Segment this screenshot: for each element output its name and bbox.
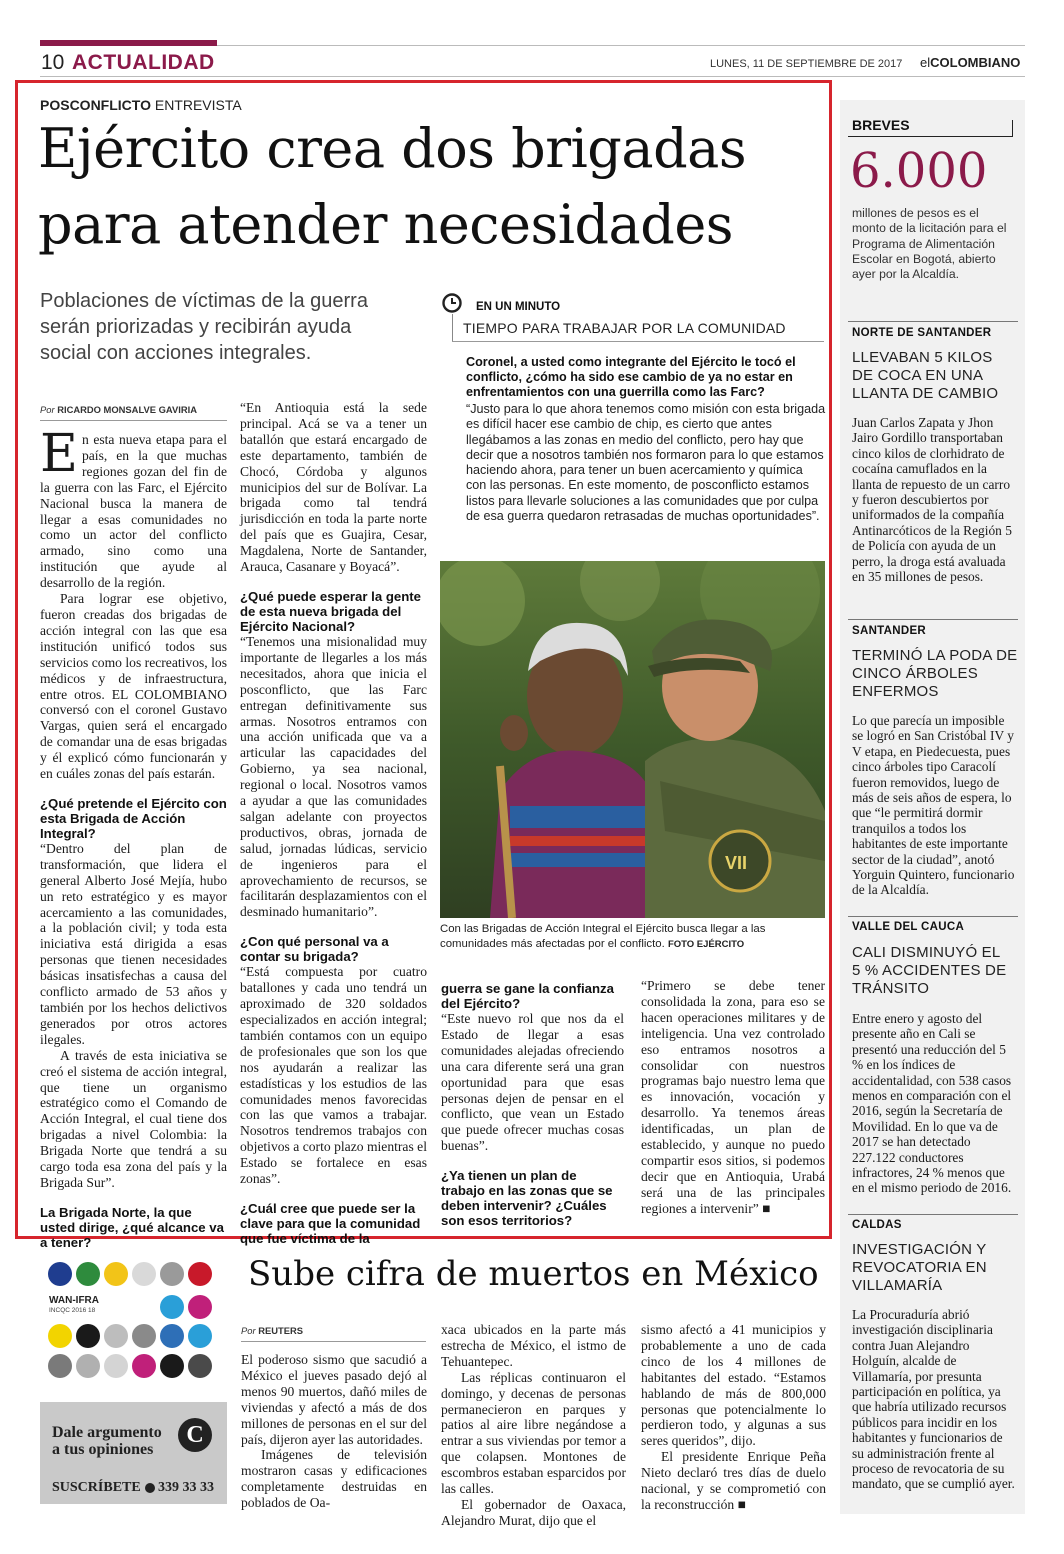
minute-title: TIEMPO PARA TRABAJAR POR LA COMUNIDAD bbox=[463, 320, 786, 336]
mexico-col3-p1: sismo afectó a 41 municipios y probablemente a uno de cada cinco de los 4 millones de habitantes del estado. “Estamos hablando de más de 800,000 personas que potencialmente lo perdieron todo, y algunas a sus seres queridos”, dijo. bbox=[641, 1322, 826, 1449]
mexico-headline: Sube cifra de muertos en México bbox=[248, 1254, 819, 1294]
color-swatch bbox=[160, 1262, 184, 1286]
col1-p1: n esta nueva etapa para el país, en la que muchas regiones gozan del fin de la guerra con las Farc, el Ejército Nacional busca la manera de llegar a esas comunidades no como un actor del conflicto armado, sino como una institución que ayude al desarrollo de la región. bbox=[40, 432, 227, 591]
color-test-bar bbox=[48, 1262, 218, 1392]
mexico-byline-rule bbox=[241, 1341, 426, 1342]
mexico-byline bbox=[241, 1325, 303, 1336]
breve-3-region: VALLE DEL CAUCA bbox=[852, 921, 965, 933]
photo-caption bbox=[440, 922, 826, 952]
header-thin-rule bbox=[217, 45, 1025, 46]
breve-1-body: Juan Carlos Zapata y Jhon Jairo Gordillo transportaban cinco kilos de clorhidrato de cocaína camuflados en la llanta de repuesto de un carro y fueron descubiertos por uniformados de la compañía Antinarcóticos de la Región 5 de Policía con ayuda de un perro, la droga está avaluada en 35 millones de pesos. bbox=[852, 415, 1012, 585]
color-swatch bbox=[76, 1354, 100, 1378]
breve-3-title: CALI DISMINUYÓ EL 5 % ACCIDENTES DE TRÁNSITO bbox=[852, 944, 1007, 997]
col1-p4: A través de esta iniciativa se creó el sistema de acción integral, que tiene un organismo estratégico como el Comando de Acción Integral, el cual tiene dos brigadas a nivel Colombia: la Brigada Norte que tendrá a su cargo toda esa zona del país y la Brigada Sur”. bbox=[40, 1047, 227, 1190]
photo-credit: FOTO EJÉRCITO bbox=[667, 938, 745, 950]
headline-line-2: para atender necesidades bbox=[38, 193, 733, 256]
color-swatch bbox=[160, 1354, 184, 1378]
col2-question-1: ¿Qué puede esperar la gente de esta nueva brigada del Ejército Nacional? bbox=[240, 588, 422, 634]
mexico-col1-p1: El poderoso sismo que sacudió a México el jueves pasado dejó al menos 90 muertos, dañó miles de viviendas y afectó a más de dos millones de personas en el sur del país, dijeron ayer las autoridades. bbox=[241, 1352, 427, 1447]
col1-question-1: ¿Qué pretende el Ejército con esta Brigada de Acción Integral? bbox=[40, 795, 227, 841]
mexico-col2-p1: xaca ubicados en la parte más estrecha de México, el istmo de Tehuantepec. bbox=[441, 1322, 626, 1369]
article-column-3 bbox=[441, 981, 624, 1228]
mexico-col1-p2: Imágenes de televisión mostraron casas y edificaciones completamente destruidas en poblados de Oa- bbox=[241, 1447, 427, 1511]
article-photo bbox=[440, 561, 825, 918]
mexico-column-2 bbox=[441, 1322, 626, 1529]
color-swatch bbox=[188, 1295, 212, 1319]
kicker-bold: POSCONFLICTO bbox=[40, 97, 151, 113]
breve-1-title: LLEVABAN 5 KILOS DE COCA EN UNA LLANTA DE CAMBIO bbox=[852, 349, 999, 402]
color-swatch bbox=[76, 1324, 100, 1348]
mexico-byline-por: Por bbox=[241, 1325, 256, 1336]
article-column-4 bbox=[641, 978, 825, 1217]
brand-name: COLOMBIANO bbox=[930, 55, 1021, 70]
breve-2-title: TERMINÓ LA PODA DE CINCO ÁRBOLES ENFERMOS bbox=[852, 647, 1018, 700]
col2-p3: “Está compuesta por cuatro batallones y cada uno tendrá un aproximado de 320 soldados especializados en acción integral; también contamos con un equipo de profesionales que son los que nos ayudarán a realizar las estadísticas y los estudios de las comunidades menos favorecidas con las que vamos a trabajar. Nosotros tendremos trabajos con objetivos a corto plazo mientras el Estado se fortalece en esas zonas”. bbox=[240, 964, 427, 1187]
mexico-column-3 bbox=[641, 1322, 826, 1513]
color-swatch bbox=[188, 1324, 212, 1348]
article-column-2 bbox=[240, 400, 427, 1246]
photo-badge: VII bbox=[725, 853, 748, 873]
minute-answer: “Justo para lo que ahora tenemos como misión con esta brigada es difícil hacer ese cambio de chip, es cierto que antes llegábamos a las zonas en medio del conflicto, pero hay que decir que a nosotros también nos formaron para lo que estamos haciendo ahora, para tener un buen acercamiento y química con las personas. En este momento, de posconflicto estamos listos para llevarle soluciones a las comunidades que por culpa de esa guerra quedaron retrasadas de muchas oportunidades”. bbox=[466, 402, 826, 524]
headline-line-1: Ejército crea dos brigadas bbox=[38, 117, 747, 180]
ad-logo-icon: C bbox=[178, 1418, 212, 1452]
breves-big-number: 6.000 bbox=[850, 143, 988, 199]
col4-p1: “Primero se debe tener consolidada la zona, para eso se hacen operaciones militares y de inteligencia. Una vez controlado eso entramos nosotros a consolidar con nuestros programas bajo nuestro lema que es innovación, vocación y desarrollo. Ya tenemos áreas identificadas, un plan de establecido, y aunque no puedo compartir esos sitios, si podemos decir que en Antioquia, Urabá será una de las principales regiones a intervenir” bbox=[641, 978, 825, 1216]
breve-2-region: SANTANDER bbox=[852, 625, 927, 637]
section-name: ACTUALIDAD bbox=[72, 51, 215, 74]
col2-p1: “En Antioquia está la sede principal. Acá se va a tener un batallón que estará encargado de este departamento, también de Chocó, Córdoba y algunos municipios del sur de Bolívar. La brigada como tal tendrá jurisdicción en toda la parte norte del país que es Guajira, Cesar, Magdalena, Norte de Santander, Arauca, Casanare y Boyacá”. bbox=[240, 400, 427, 575]
col3-question-1: guerra se gane la confianza del Ejército? bbox=[441, 981, 614, 1011]
kicker bbox=[40, 97, 242, 113]
color-swatch bbox=[160, 1324, 184, 1348]
color-swatch bbox=[160, 1295, 184, 1319]
subtitle-line-1: Poblaciones de víctimas de la guerra bbox=[40, 290, 368, 312]
byline bbox=[40, 404, 197, 415]
col1-p2: Para lograr ese objetivo, fueron creadas dos brigadas de acción integral con las que esa institución unificó todos sus servicios como los recreativos, los médicos y de infraestructura, entre otros. EL COLOMBIANO conversó con el coronel Gustavo Vargas, quien será el encargado de comandar una de esas brigadas y él explicó cómo funcionarán y en cuáles zonas del país estarán. bbox=[40, 591, 227, 782]
clock-icon bbox=[442, 293, 462, 313]
breve-2-body: Lo que parecía un imposible se logró en San Cristóbal IV y V etapa, en Piedecuesta, pues cinco árboles tipo Caracolí fueron removidos, luego de más de seis años de espera, lo que “le permitirá dormir tranquilos a todos los habitantes de este importante sector de la ciudad”, anotó Yorguin Quintero, funcionario de la Alcaldía. bbox=[852, 713, 1015, 898]
article-column-1 bbox=[40, 424, 227, 1250]
minute-rule bbox=[452, 341, 824, 342]
breve-2-rule bbox=[848, 619, 1018, 620]
breves-rule bbox=[848, 136, 1013, 137]
breves-rule-tick bbox=[1012, 120, 1013, 137]
ad-cta[interactable]: SUSCRÍBETE bbox=[52, 1480, 141, 1495]
breves-big-text: millones de pesos es el monto de la licitación para el Programa de Alimentación Escolar en Bogotá, abierto ayer por la Alcaldía. bbox=[852, 206, 1007, 282]
ad-line-1: Dale argumento bbox=[52, 1424, 162, 1441]
phone-icon bbox=[145, 1483, 155, 1493]
subtitle bbox=[40, 288, 368, 366]
color-swatch bbox=[104, 1262, 128, 1286]
breve-4-region: CALDAS bbox=[852, 1219, 902, 1231]
color-swatch bbox=[132, 1262, 156, 1286]
end-mark: ■ bbox=[762, 1200, 771, 1216]
byline-author: RICARDO MONSALVE GAVIRIA bbox=[57, 404, 197, 415]
col2-question-2: ¿Con qué personal va a contar su brigada? bbox=[240, 934, 389, 965]
minute-label: EN UN MINUTO bbox=[476, 301, 561, 313]
byline-rule bbox=[40, 420, 227, 421]
brand bbox=[920, 55, 1020, 70]
breve-1-region: NORTE DE SANTANDER bbox=[852, 327, 992, 339]
color-swatch bbox=[48, 1324, 72, 1348]
col1-question-2: La Brigada Norte, la que usted dirige, ¿qué alcance va a tener? bbox=[40, 1204, 224, 1250]
minute-vrule bbox=[452, 314, 453, 342]
header-bottom-rule bbox=[40, 76, 1025, 77]
color-swatch bbox=[188, 1354, 212, 1378]
mexico-column-1 bbox=[241, 1352, 427, 1511]
ad-line-2: a tus opiniones bbox=[52, 1441, 154, 1458]
brand-prefix: el bbox=[920, 55, 931, 70]
header-top-rule bbox=[40, 40, 217, 46]
color-swatch bbox=[132, 1354, 156, 1378]
color-swatch bbox=[76, 1262, 100, 1286]
breve-1-rule bbox=[848, 321, 1018, 322]
color-swatch bbox=[104, 1324, 128, 1348]
dropcap: E bbox=[40, 424, 78, 484]
breve-4-rule bbox=[848, 1214, 1018, 1215]
color-swatch bbox=[132, 1324, 156, 1348]
wan-ifra-logo: WAN-IFRA bbox=[49, 1295, 99, 1306]
mexico-byline-author: REUTERS bbox=[258, 1325, 303, 1336]
breve-4-body: La Procuraduría abrió investigación disciplinaria contra Juan Alejandro Holguín, alcalde de Villamaría, por presunta participación en política, ya que habría utilizado recursos públicos para incidir en los habitantes y funcionarios de su administración frente al proceso de revocatoria de su mandato, que se cumplió ayer. bbox=[852, 1307, 1015, 1492]
subtitle-line-2: serán priorizadas y recibirán ayuda bbox=[40, 316, 352, 338]
col3-question-2: ¿Ya tienen un plan de trabajo en las zonas que se deben intervenir? ¿Cuáles son esos territorios? bbox=[441, 1168, 613, 1229]
breve-3-rule bbox=[848, 916, 1018, 917]
page-number: 10 bbox=[41, 51, 65, 74]
color-swatch bbox=[48, 1262, 72, 1286]
byline-por: Por bbox=[40, 404, 55, 415]
kicker-type: ENTREVISTA bbox=[154, 97, 242, 113]
mexico-col3-p2: El presidente Enrique Peña Nieto declaró tres días de duelo nacional, y se comprometió con la reconstrucción bbox=[641, 1449, 826, 1512]
breves-label: BREVES bbox=[852, 117, 910, 133]
breve-4-title: INVESTIGACIÓN Y REVOCATORIA EN VILLAMARÍA bbox=[852, 1241, 987, 1294]
breve-3-body: Entre enero y agosto del presente año en Cali se presentó una reducción del 5 % en los índices de accidentalidad, con 538 casos menos en comparación con el 2016, según la Secretaría de Movilidad. En lo que va de 2017 se han detectado 227.122 conductores infractores, 24 % menos que en el mismo periodo de 2016. bbox=[852, 1011, 1012, 1196]
color-swatch bbox=[104, 1354, 128, 1378]
color-swatch bbox=[188, 1262, 212, 1286]
color-swatch bbox=[48, 1354, 72, 1378]
subscription-ad[interactable] bbox=[40, 1402, 227, 1504]
mexico-col2-p3: El gobernador de Oaxaca, Alejandro Murat, dijo que el bbox=[441, 1496, 626, 1528]
ad-phone: 339 33 33 bbox=[158, 1480, 214, 1495]
photo-caption-text: Con las Brigadas de Acción Integral el Ejército busca llegar a las comunidades más afectadas por el conflicto. bbox=[440, 923, 766, 950]
header-date: LUNES, 11 DE SEPTIEMBRE DE 2017 bbox=[710, 58, 903, 70]
col2-question-3: ¿Cuál cree que puede ser la clave para que la comunidad que fue víctima de la bbox=[240, 1200, 421, 1246]
minute-question: Coronel, a usted como integrante del Ejército le tocó el conflicto, ¿cómo ha sido ese cambio de ya no estar en enfrentamientos con una guerrilla como las Farc? bbox=[466, 355, 796, 399]
subtitle-line-3: social con acciones integrales. bbox=[40, 342, 312, 364]
mexico-end-mark: ■ bbox=[737, 1496, 746, 1512]
col3-p1: “Este nuevo rol que nos da el Estado de llegar a esas comunidades alejadas ofreciendo una cara diferente será una gran oportunidad para que esas personas dejen de pensar en el conflicto, que vean un Estado que puede ofrecer muchas cosas buenas”. bbox=[441, 1011, 624, 1154]
wan-ifra-sub: INCQC 2016 18 bbox=[49, 1307, 96, 1314]
col2-p2: “Tenemos una misionalidad muy importante de llegarles a los más necesitados, ahora que inicia el posconflicto, que las Farc entregan definitivamente sus armas. Nosotros entramos con una acción unificada que va a articular las capacidades del Gobierno, ya sea nacional, regional o local. Nosotros vamos a ayudar a que las comunidades salgan adelante con proyectos productivos, obras, jornada de salud, jornadas lúdicas, servicio de ingenieros para el aprovechamiento de recursos, se facilitarán desplazamientos con el desminado humanitario”. bbox=[240, 633, 427, 920]
mexico-col2-p2: Las réplicas continuaron el domingo, y decenas de personas permanecieron en parques y patios al aire libre negándose a entrar a sus viviendas por temor a que colapsen. Montones de escombros estaban esparcidos por las calles. bbox=[441, 1369, 626, 1497]
col1-p3: “Dentro del plan de transformación, que lidera el general Alberto José Mejía, hubo un reto estratégico y es mayor acercamiento a las comunidades, a la población civil; y toda esta iniciativa está dirigida a esas personas que tienen necesidades básicas insatisfechas a causa del conflicto armado de 53 años y también por los hechos delictivos generados por otros actores ilegales. bbox=[40, 840, 227, 1047]
